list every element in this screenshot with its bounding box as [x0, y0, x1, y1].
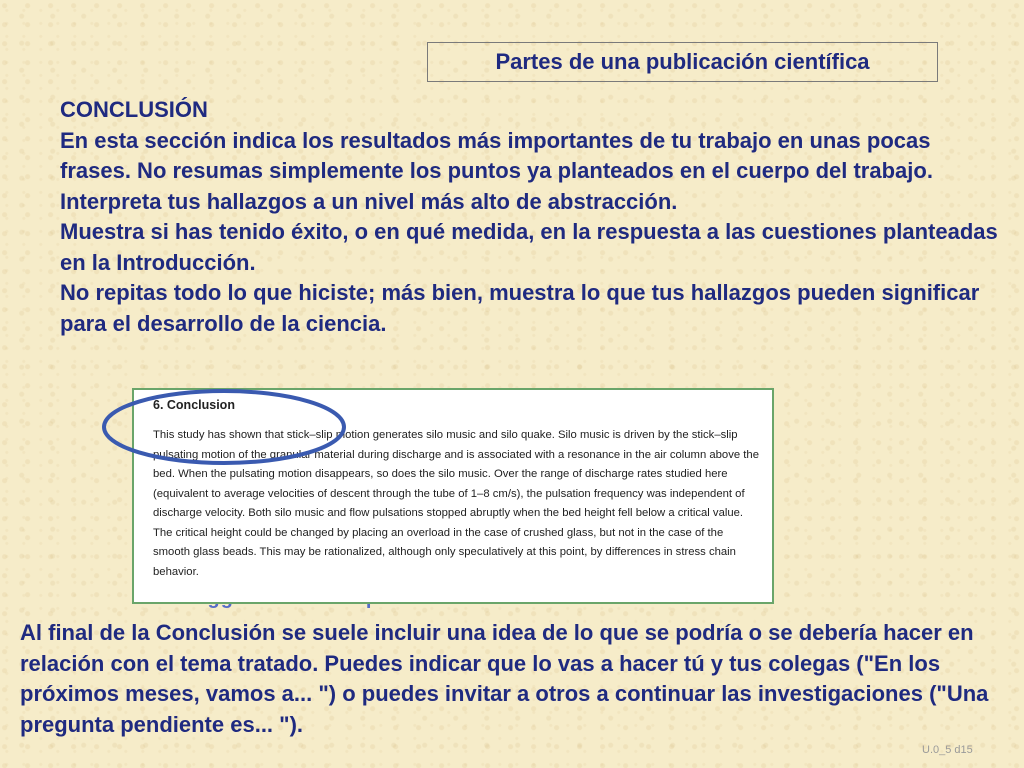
paragraph-summary: En esta sección indica los resultados más importantes de tu trabajo en unas pocas frases. No resumas simplemente los puntos ya planteados en el cuerpo del trabajo. [60, 127, 933, 183]
conclusion-section [60, 95, 1000, 339]
slide-title: Partes de una publicación científica [495, 49, 870, 74]
section-heading: CONCLUSIÓN [60, 97, 208, 122]
closing-section [20, 618, 1005, 740]
paragraph-significance: No repitas todo lo que hiciste; más bien, muestra lo que tus hallazgos pueden significar para el desarrollo de la ciencia. [60, 280, 980, 336]
slide-number: U.0_5 d15 [922, 744, 973, 756]
slide-title-box [427, 42, 938, 82]
paragraph-success: Muestra si has tenido éxito, o en qué medida, en la respuesta a las cuestiones planteadas en la Introducción. [60, 219, 998, 275]
closing-paragraph: Al final de la Conclusión se suele incluir una idea de lo que se podría o se debería hacer en relación con el tema tratado. Puedes indicar que lo vas a hacer tú y tus colegas ("En los próximos meses, vamos a... ") o puedes invitar a otros a continuar las investigaciones ("Una pregunta pendiente es... "). [20, 620, 989, 737]
paragraph-interpret: Interpreta tus hallazgos a un nivel más alto de abstracción. [60, 188, 678, 214]
highlight-ellipse [100, 384, 356, 474]
excerpt-heading: 6. Conclusion [153, 398, 235, 412]
excerpt-body: This study has shown that stick–slip motion generates silo music and silo quake. Silo music is driven by the stick–slip pulsating motion of the granular material during discharge and is associated with a resonance in the air column above the bed. When the pulsating motion disappears, so does the silo music. Over the range of discharge rates studied here (equivalent to average velocities of descent through the tube of 1–8 cm/s), the pulsation frequency was independent of discharge velocity. Both silo music and flow pulsations stopped abruptly when the bed height fell below a critical value. The critical height could be changed by placing an overload in the case of crushed glass, but not in the case of the smooth glass beads. This may be rationalized, although only speculatively at this point, by differences in stress chain behavior. [153, 429, 759, 578]
